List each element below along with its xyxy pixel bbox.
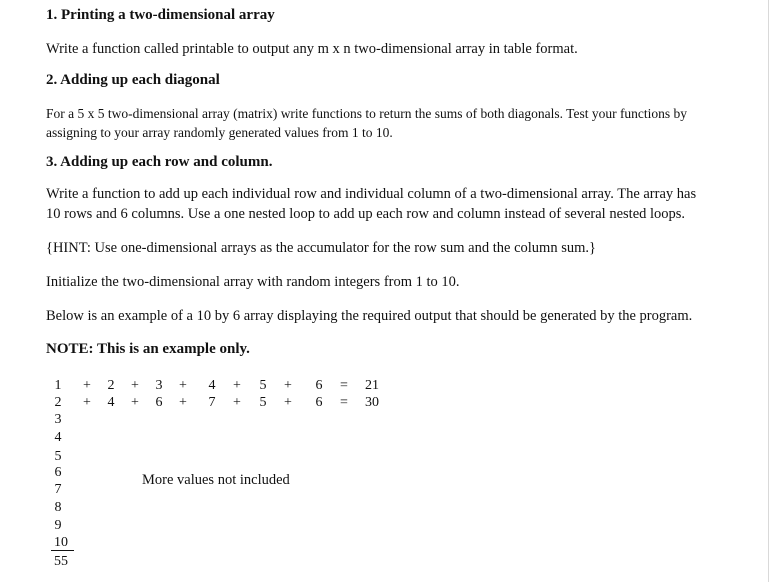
section-1-line-1: Write a function called printable to output any m x n two-dimensional array in table format. [46, 41, 578, 57]
row-2-col-6: 6 [315, 395, 323, 410]
row-1-equals: = [340, 378, 348, 393]
row-2-col-1: 2 [54, 395, 62, 410]
row-3-col-1: 3 [54, 412, 62, 427]
init-text: Initialize the two-dimensional array with random integers from 1 to 10. [46, 274, 460, 290]
row-1-plus-1: + [83, 378, 91, 393]
row-1-plus-3: + [179, 378, 187, 393]
section-2-heading: 2. Adding up each diagonal [46, 72, 220, 88]
row-6-col-1: 6 [54, 465, 62, 480]
row-9-col-1: 9 [54, 518, 62, 533]
hint-text: {HINT: Use one-dimensional arrays as the accumulator for the row sum and the column sum.} [46, 240, 596, 256]
column-sum-rule [51, 550, 74, 551]
row-2-sum: 30 [365, 395, 379, 410]
row-1-col-5: 5 [259, 378, 267, 393]
row-2-plus-1: + [83, 395, 91, 410]
section-3-line-1: Write a function to add up each individual row and individual column of a two-dimensional array. The array has [46, 186, 697, 202]
row-1-plus-5: + [284, 378, 292, 393]
row-8-col-1: 8 [54, 500, 62, 515]
row-2-plus-4: + [233, 395, 241, 410]
row-2-plus-5: + [284, 395, 292, 410]
row-1-col-4: 4 [208, 378, 216, 393]
section-1-heading: 1. Printing a two-dimensional array [46, 7, 275, 23]
more-values-note: More values not included [142, 472, 290, 488]
row-2-plus-2: + [131, 395, 139, 410]
column-1-sum: 55 [54, 554, 68, 569]
section-3-line-2: 10 rows and 6 columns. Use a one nested loop to add up each row and column instead of several nested loops. [46, 206, 686, 222]
section-2-line-1: For a 5 x 5 two-dimensional array (matrix) write functions to return the sums of both diagonals. Test your functions by [46, 106, 688, 121]
row-1-col-6: 6 [315, 378, 323, 393]
row-2-col-2: 4 [107, 395, 115, 410]
row-4-col-1: 4 [54, 430, 62, 445]
page-border [768, 0, 769, 582]
section-3-heading: 3. Adding up each row and column. [46, 154, 273, 170]
row-1-plus-4: + [233, 378, 241, 393]
row-2-col-5: 5 [259, 395, 267, 410]
section-2-line-2: assigning to your array randomly generated values from 1 to 10. [46, 125, 393, 140]
row-1-plus-2: + [131, 378, 139, 393]
example-output [46, 0, 446, 582]
example-intro-text: Below is an example of a 10 by 6 array displaying the required output that should be generated by the program. [46, 308, 693, 324]
row-2-plus-3: + [179, 395, 187, 410]
row-1-col-2: 2 [107, 378, 115, 393]
row-10-col-1: 10 [54, 535, 68, 550]
row-1-col-1: 1 [54, 378, 62, 393]
row-2-col-3: 6 [155, 395, 163, 410]
row-2-col-4: 7 [208, 395, 216, 410]
row-1-col-3: 3 [155, 378, 163, 393]
note-heading: NOTE: This is an example only. [46, 341, 250, 357]
row-1-sum: 21 [365, 378, 379, 393]
row-2-equals: = [340, 395, 348, 410]
row-5-col-1: 5 [54, 449, 62, 464]
row-7-col-1: 7 [54, 482, 62, 497]
